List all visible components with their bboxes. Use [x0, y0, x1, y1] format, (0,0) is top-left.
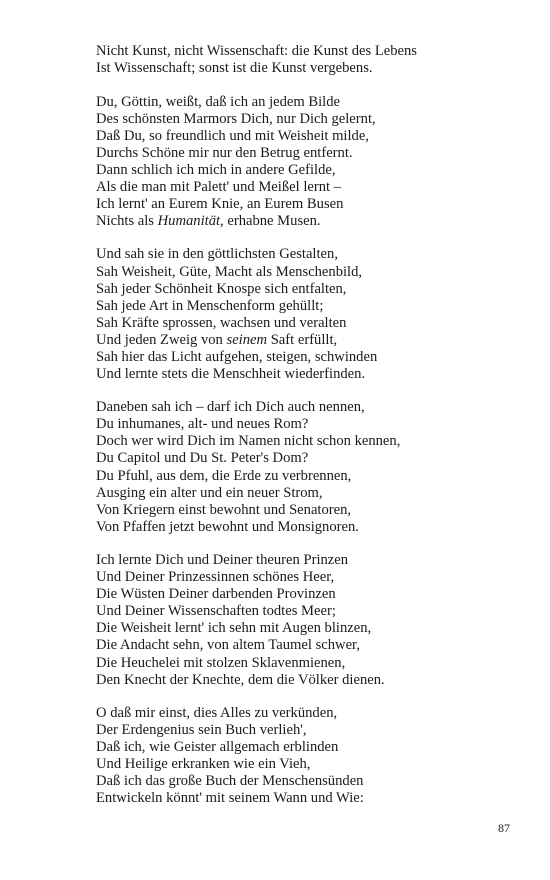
poem-line [96, 519, 496, 536]
poem-line [96, 722, 496, 739]
poem-line [96, 773, 496, 790]
line-text: Die Heuchelei mit stolzen Sklavenmienen, [96, 654, 346, 671]
line-text: Ich lernte Dich und Deiner theuren Prinzen [96, 552, 349, 569]
poem-line [96, 672, 496, 689]
line-text: Du inhumanes, alt- und neues Rom? [96, 416, 309, 433]
poem-line [96, 196, 496, 213]
line-text: Sah jede Art in Menschenform gehüllt; [96, 297, 324, 314]
emphasized-word: Humanität, [157, 212, 224, 229]
line-text: Daß ich, wie Geister allgemach erblinden [96, 739, 339, 756]
line-text: Sah hier das Licht aufgehen, steigen, schwinden [96, 348, 378, 365]
stanza [96, 399, 496, 535]
poem-line [96, 315, 496, 332]
stanza [96, 43, 496, 77]
line-text: Und lernte stets die Menschheit wiederfinden. [96, 365, 366, 382]
line-text: Sah jeder Schönheit Knospe sich entfalten, [96, 280, 347, 297]
stanza [96, 94, 496, 230]
line-text: Und sah sie in den göttlichsten Gestalten, [96, 246, 338, 263]
poem-line [96, 94, 496, 111]
poem-text-block [96, 43, 496, 824]
line-text: Du, Göttin, weißt, daß ich an jedem Bilde [96, 93, 340, 110]
poem-line [96, 739, 496, 756]
line-text: Und Heilige erkranken wie ein Vieh, [96, 756, 311, 773]
line-text: Und Deiner Prinzessinnen schönes Heer, [96, 569, 335, 586]
line-text: Die Weisheit lernt' ich sehn mit Augen blinzen, [96, 620, 372, 637]
line-text: Du Pfuhl, aus dem, die Erde zu verbrennen, [96, 467, 352, 484]
poem-line [96, 60, 496, 77]
poem-line [96, 502, 496, 519]
line-text: Sah Kräfte sprossen, wachsen und veralten [96, 314, 347, 331]
line-text: Durchs Schöne mir nur den Betrug entfernt. [96, 144, 353, 161]
poem-line [96, 128, 496, 145]
line-text: Daneben sah ich – darf ich Dich auch nennen, [96, 399, 365, 416]
poem-line [96, 569, 496, 586]
poem-line [96, 637, 496, 654]
line-text: Saft erfüllt, [267, 331, 338, 348]
line-text: Ausging ein alter und ein neuer Strom, [96, 484, 323, 501]
poem-line [96, 213, 496, 230]
poem-line [96, 485, 496, 502]
poem-line [96, 349, 496, 366]
poem-line [96, 264, 496, 281]
line-text: Die Wüsten Deiner darbenden Provinzen [96, 586, 336, 603]
emphasized-word: seinem [226, 331, 268, 348]
poem-line [96, 162, 496, 179]
poem-line [96, 655, 496, 672]
line-text: Des schönsten Marmors Dich, nur Dich gelernt, [96, 110, 376, 127]
poem-line [96, 111, 496, 128]
poem-line [96, 450, 496, 467]
page-number: 87 [498, 821, 510, 835]
poem-line [96, 366, 496, 383]
poem-line [96, 332, 496, 349]
line-text: Und Deiner Wissenschaften todtes Meer; [96, 603, 336, 620]
poem-line [96, 603, 496, 620]
poem-line [96, 552, 496, 569]
line-text: Die Andacht sehn, von altem Taumel schwer, [96, 637, 360, 654]
line-text: Daß Du, so freundlich und mit Weisheit milde, [96, 127, 369, 144]
line-text: Den Knecht der Knechte, dem die Völker dienen. [96, 671, 385, 688]
poem-line [96, 281, 496, 298]
line-text: erhabne Musen. [223, 212, 321, 229]
poem-line [96, 433, 496, 450]
poem-line [96, 416, 496, 433]
stanza [96, 705, 496, 807]
poem-line [96, 399, 496, 416]
poem-line [96, 705, 496, 722]
poem-line [96, 586, 496, 603]
poem-line [96, 620, 496, 637]
line-text: Und jeden Zweig von [96, 331, 227, 348]
line-text: Ist Wissenschaft; sonst ist die Kunst vergebens. [96, 60, 373, 77]
line-text: Als die man mit Palett' und Meißel lernt – [96, 178, 342, 195]
line-text: Sah Weisheit, Güte, Macht als Menschenbild, [96, 263, 363, 280]
poem-line [96, 179, 496, 196]
stanza [96, 552, 496, 688]
poem-line [96, 145, 496, 162]
poem-line [96, 756, 496, 773]
poem-line [96, 246, 496, 263]
line-text: Ich lernt' an Eurem Knie, an Eurem Busen [96, 195, 344, 212]
poem-line [96, 790, 496, 807]
poem-line [96, 298, 496, 315]
line-text: Von Pfaffen jetzt bewohnt und Monsignoren. [96, 518, 359, 535]
poem-line [96, 43, 496, 60]
line-text: Doch wer wird Dich im Namen nicht schon kennen, [96, 433, 401, 450]
line-text: O daß mir einst, dies Alles zu verkünden, [96, 705, 338, 722]
line-text: Dann schlich ich mich in andere Gefilde, [96, 161, 336, 178]
line-text: Daß ich das große Buch der Menschensünden [96, 773, 364, 790]
line-text: Von Kriegern einst bewohnt und Senatoren, [96, 501, 352, 518]
line-text: Nicht Kunst, nicht Wissenschaft: die Kunst des Lebens [96, 43, 417, 59]
poem-line [96, 468, 496, 485]
line-text: Nichts als [96, 212, 158, 229]
line-text: Der Erdengenius sein Buch verlieh', [96, 722, 307, 739]
stanza [96, 246, 496, 382]
line-text: Entwickeln könnt' mit seinem Wann und Wie: [96, 790, 364, 807]
line-text: Du Capitol und Du St. Peter's Dom? [96, 450, 309, 467]
